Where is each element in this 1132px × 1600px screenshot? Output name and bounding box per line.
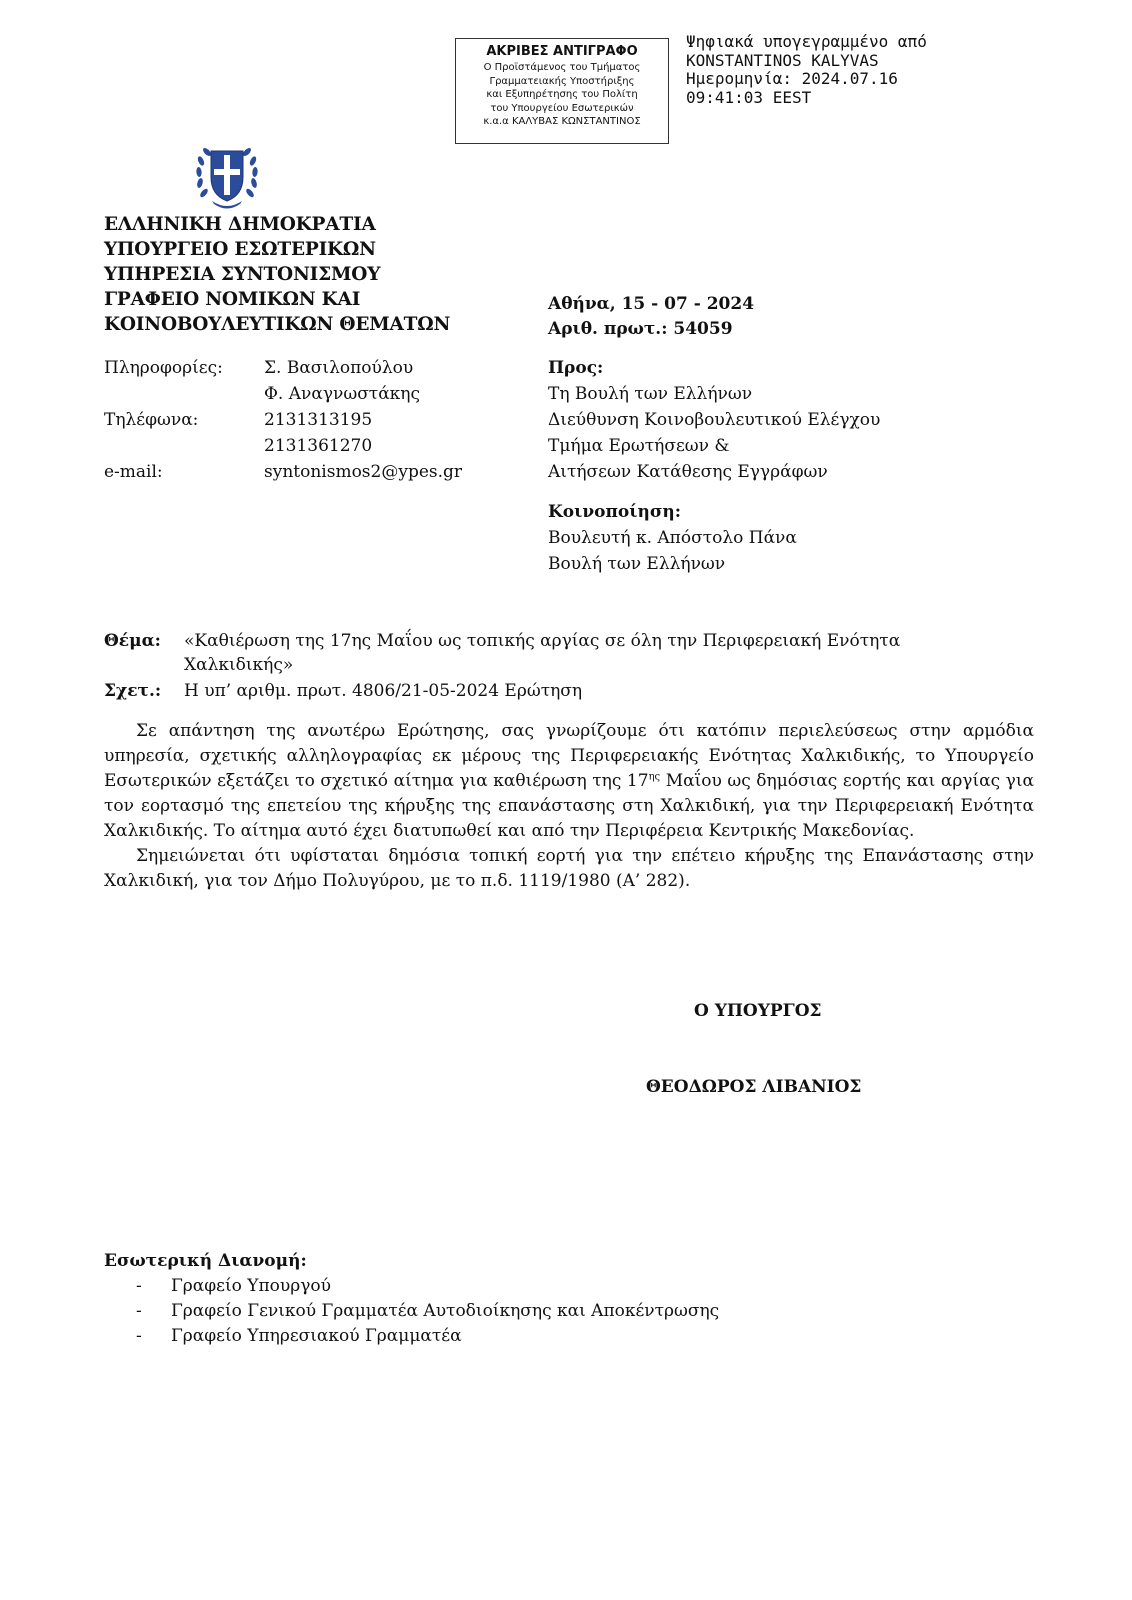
notification-line: Βουλή των Ελλήνων	[548, 554, 726, 574]
date-protocol-block	[548, 292, 754, 342]
body-text: Σε απάντηση της ανωτέρω Ερώτησης, σας γνωρίζουμε ότι κατόπιν περιελεύσεως στην αρμόδια υπηρεσία, σχετικής αλληλογραφίας εκ μέρους της Περιφερειακής Ενότητας Χαλκιδικής, το Υπουργείο Εσωτερικών εξετάζει το σχετικό αίτημα για καθιέρωση της 17	[104, 721, 1034, 791]
list-dash: -	[136, 1301, 142, 1321]
signatory-title: Ο ΥΠΟΥΡΓΟΣ	[694, 1001, 822, 1021]
issuer-line: ΚΟΙΝΟΒΟΥΛΕΥΤΙΚΩΝ ΘΕΜΑΤΩΝ	[104, 314, 451, 335]
list-item-text: Γραφείο Γενικού Γραμματέα Αυτοδιοίκησης και Αποκέντρωσης	[171, 1301, 720, 1321]
phone-label: Τηλέφωνα:	[104, 410, 199, 430]
info-value: Σ. Βασιλοπούλου	[264, 358, 414, 378]
email-value: syntonismos2@ypes.gr	[264, 462, 463, 482]
body-paragraph	[104, 719, 1034, 844]
list-dash: -	[136, 1276, 142, 1296]
subject-text-continued: Χαλκιδικής»	[184, 655, 294, 675]
stamp-line: Γραμματειακής Υποστήριξης	[489, 75, 635, 87]
ordinal-suffix: ης	[648, 771, 661, 783]
protocol-number: Αριθ. πρωτ.: 54059	[548, 319, 733, 339]
list-item	[104, 1274, 719, 1299]
letter-body	[104, 719, 1034, 894]
signature-line: 09:41:03 EEST	[686, 87, 812, 107]
subject-text: «Καθιέρωση της 17ης Μαΐου ως τοπικής αργίας σε όλη την Περιφερειακή Ενότητα	[184, 631, 901, 651]
distribution-label: Εσωτερική Διανομή:	[104, 1251, 307, 1271]
recipient-line: Αιτήσεων Κατάθεσης Εγγράφων	[548, 462, 828, 482]
body-text: Μαΐου ως δημόσιας εορτής και αργίας για τον εορτασμό της επετείου της κήρυξης της επανάστασης στη Χαλκιδική, για την Περιφερειακή Ενότητα Χαλκιδικής. Το αίτημα αυτό έχει διατυπωθεί και από την Περιφέρεια Κεντρικής Μακεδονίας.	[104, 771, 1034, 841]
document-date: Αθήνα, 15 - 07 - 2024	[548, 294, 755, 314]
stamp-title: ΑΚΡΙΒΕΣ ΑΝΤΙΓΡΑΦΟ	[486, 44, 638, 59]
signature-line: KONSTANTINOS KALYVAS	[686, 50, 879, 70]
recipient-line: Διεύθυνση Κοινοβουλευτικού Ελέγχου	[548, 410, 881, 430]
subject-block	[104, 629, 1034, 703]
recipient-line: Τμήμα Ερωτήσεων &	[548, 436, 730, 456]
email-label: e-mail:	[104, 462, 163, 482]
reference-label: Σχετ.:	[104, 681, 162, 701]
stamp-line: Ο Προϊστάμενος του Τμήματος	[483, 62, 641, 73]
stamp-line: του Υπουργείου Εσωτερικών	[490, 102, 634, 114]
signatory-name: ΘΕΟΔΩΡΟΣ ΛΙΒΑΝΙΟΣ	[646, 1077, 862, 1097]
phone-value: 2131313195	[264, 410, 373, 430]
phone-value: 2131361270	[264, 436, 373, 456]
signature-line: Ψηφιακά υπογεγραμμένο από	[686, 32, 927, 51]
notification-line: Βουλευτή κ. Απόστολο Πάνα	[548, 528, 797, 548]
issuer-line: ΕΛΛΗΝΙΚΗ ΔΗΜΟΚΡΑΤΙΑ	[104, 214, 376, 235]
distribution-list	[104, 1274, 719, 1349]
greek-state-emblem-icon	[192, 141, 262, 211]
issuer-header	[104, 212, 450, 337]
notification-label: Κοινοποίηση:	[548, 502, 682, 522]
info-label: Πληροφορίες:	[104, 358, 223, 378]
certified-copy-stamp	[455, 38, 669, 144]
issuer-line: ΥΠΟΥΡΓΕΙΟ ΕΣΩΤΕΡΙΚΩΝ	[104, 239, 376, 260]
notification-block	[548, 499, 797, 577]
stamp-line: κ.α.α ΚΑΛΥΒΑΣ ΚΩΝΣΤΑΝΤΙΝΟΣ	[483, 116, 641, 127]
list-item	[104, 1324, 719, 1349]
recipient-line: Τη Βουλή των Ελλήνων	[548, 384, 753, 404]
list-item-text: Γραφείο Υπουργού	[171, 1276, 331, 1296]
list-item-text: Γραφείο Υπηρεσιακού Γραμματέα	[171, 1326, 462, 1346]
signature-line: Ημερομηνία: 2024.07.16	[686, 69, 898, 88]
recipient-block	[548, 355, 880, 485]
body-paragraph: Σημειώνεται ότι υφίσταται δημόσια τοπική εορτή για την επέτειο κήρυξης της Επανάστασης στην Χαλκιδική, για τον Δήμο Πολυγύρου, με το π.δ. 1119/1980 (Α’ 282).	[104, 846, 1034, 891]
internal-distribution	[104, 1249, 719, 1349]
info-value: Φ. Αναγνωστάκης	[264, 384, 421, 404]
reference-text: Η υπ’ αριθμ. πρωτ. 4806/21-05-2024 Ερώτηση	[184, 681, 583, 701]
list-dash: -	[136, 1326, 142, 1346]
stamp-line: και Εξυπηρέτησης του Πολίτη	[486, 89, 638, 100]
list-item	[104, 1299, 719, 1324]
issuer-line: ΥΠΗΡΕΣΙΑ ΣΥΝΤΟΝΙΣΜΟΥ	[104, 264, 381, 285]
contact-info	[104, 355, 524, 485]
issuer-line: ΓΡΑΦΕΙΟ ΝΟΜΙΚΩΝ ΚΑΙ	[104, 289, 361, 310]
subject-label: Θέμα:	[104, 631, 161, 651]
digital-signature	[686, 33, 927, 107]
recipient-label: Προς:	[548, 358, 604, 378]
